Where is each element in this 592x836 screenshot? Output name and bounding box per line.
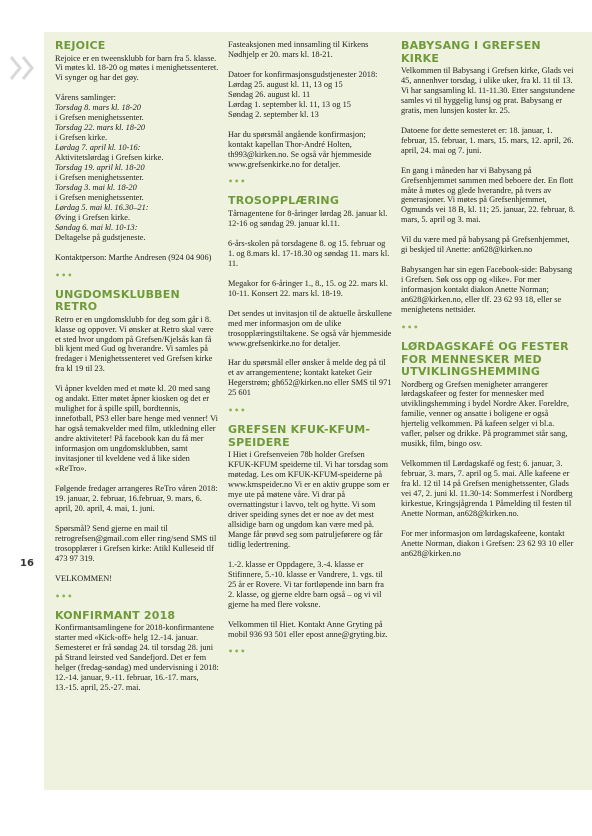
trosopplaering-title: TROSOPPLÆRING (228, 194, 340, 208)
col2-paragraph: Har du spørsmål angående konfirmasjon; kontakt kapellan Thor-André Holten, th993@kirken.no. Se også vår hjemmeside www.grefsenkirke.no for detaljer. (228, 129, 372, 169)
schedule-date: Torsdag 22. mars kl. 18-20 (55, 123, 146, 133)
babysang-paragraph: Datoene for dette semesteret er: 18. januar, 1. februar, 15. februar, 1. mars, 15. mars, 12. april, 26. april, 24. mai og 7. juni. (401, 125, 574, 155)
section-divider: ••• (228, 647, 247, 657)
schedule-date: Torsdag 19. april kl. 18-20 (55, 163, 145, 173)
babysang-paragraph: Babysangen har sin egen Facebook-side: Babysang i Grefsen. Søk oss opp og «like». For mer informasjon kontakt diakon Anette Norman; an628@kirken.no, eller tlf. 23 62 93 18, eller se menighetens nettsider. (401, 265, 573, 315)
section-divider: ••• (228, 177, 247, 187)
kfuk-title: GREFSEN KFUK-KFUM-SPEIDERE (228, 423, 371, 449)
lordag-paragraph: For mer informasjon om lørdagskafeene, kontakt Anette Norman, diakon i Grefsen: 23 62 93 10 eller an628@kirken.no (401, 528, 574, 558)
tros-paragraph: 6-års-skolen på torsdagene 8. og 15. februar og 1. og 8.mars kl. 17-18.30 og søndag 11. mars kl. 11. (228, 238, 390, 268)
tros-paragraph: Megakor for 6-åringer 1., 8., 15. og 22. mars kl. 10-11. Konsert 22. mars kl. 18-19. (228, 278, 388, 298)
retro-title: UNGDOMSKLUBBEN RETRO (55, 287, 180, 314)
section-divider: ••• (55, 270, 74, 280)
babysang-title: BABYSANG I GREFSEN KIRKE (401, 39, 541, 65)
tros-paragraph: Tårnagentene for 8-åringer lørdag 28. januar kl. 12-16 og søndag 29. januar kl.11. (228, 208, 388, 228)
lordagskafe-title: LØRDAGSKAFÉ OG FESTER FOR MENNESKER MED UTVIKLINGSHEMMING (401, 340, 569, 379)
section-divider: ••• (228, 406, 247, 416)
konfirmant-title: KONFIRMANT 2018 (55, 608, 176, 622)
rejoice-intro: Rejoice er en tweensklubb for barn fra 5. klasse. Vi møtes kl. 18-20 og møtes i menighetssenteret. Vi synger og har det gøy. (55, 53, 219, 83)
babysang-paragraph: En gang i måneden har vi Babysang på Grefsenhjemmet sammen med beboere der. En flott måte å møtes og glede hverandre, på tvers av generasjoner. Vi møtes på Grefsenhjemmet, Ogmunds vei 18 B, kl. 11; 25. januar, 22. februar, 8. mars, 5. april og 3. mai. (401, 165, 575, 225)
schedule-date: Lørdag 7. april kl. 10-16: (55, 143, 141, 153)
kfuk-paragraph: I Hiet i Grefsenveien 78b holder Grefsen KFUK-KFUM speiderne til. Vi har torsdag som møtedag. Les om KFUK-KFUM-speiderne på www.kmspeider.no Vi er en aktiv gruppe som er mye ute på møtene våre. Vi drar på overnattingstur i lavvo, telt og hytte. Vi som driver speiding synes det er noe av det mest allsidige barn og ungdom kan være med på. Mange får prøvd seg som patruljeførere og får tidlig ledertrening. (228, 450, 390, 549)
retro-paragraph: Vi åpner kvelden med et møte kl. 20 med sang og andakt. Etter møtet åpner kiosken og det er mulighet for å spille spill, bordtennis, innefotball, PS3 eller bare henge med venner! Vi har også temakvelder med film, utkledning eller andre aktiviteter! På facebook kan du få mer informasjon om ungdomsklubben, samt invitasjoner til kveldene ved å like siden «ReTro». (55, 384, 218, 473)
kfuk-paragraph: 1.-2. klasse er Oppdagere, 3.-4. klasse er Stifinnere, 5.-10. klasse er Vandrere, 1. vgs. til 25 år er Rovere. Vi tar fortløpende inn barn fra 2. klasse, og gjerne eldre barn også – og vi vil gjerne ha med flere voksne. (228, 559, 384, 609)
schedule-date: Torsdag 8. mars kl. 18-20 (55, 103, 141, 113)
schedule-date: Søndag 6. mai kl. 10-13: (55, 222, 138, 232)
schedule-title: Vårens samlinger: (55, 93, 116, 103)
retro-paragraph: Spørsmål? Send gjerne en mail til retrogrefsen@gmail.com eller ring/send SMS til trosopplærer i Grefsen kirke: Atikl Kulleseid tlf 473 97 319. (55, 523, 217, 563)
schedule-place: Deltagelse på gudstjeneste. (55, 232, 146, 242)
schedule-place: Aktivitetslørdag i Grefsen kirke. (55, 153, 164, 163)
section-divider: ••• (55, 591, 74, 601)
section-divider: ••• (401, 323, 420, 333)
schedule-place: i Grefsen menighetssenter. (55, 172, 144, 182)
page-number: 16 (20, 558, 34, 569)
lordag-paragraph: Velkommen til Lørdagskafé og fest; 6. januar, 3. februar, 3. mars, 7. april og 5. mai. Alle kafeene er fra kl. 12 til 14 på Grefsen menighetssenter, Glads vei 47, 2. juni kl. 11.30-14: Sommerfest i Nordberg kirkestue, Kringsjågrenda 1 Påmelding til festen til Anette Norman, an628@kirken.no. (401, 459, 573, 518)
rejoice-contact: Kontaktperson: Marthe Andresen (924 04 906) (55, 252, 212, 262)
retro-welcome: VELKOMMEN! (55, 573, 113, 583)
retro-paragraph: Retro er en ungdomsklubb for deg som går i 8. klasse og oppover. Vi ønsker at Retro skal være et sted hvor ungdom på Grefsen/Kjelsås kan få bli kjent med Gud og hverandre. Vi samles på fredager i Menighetssenteret ved Grefsen kirke fra kl 19 til 23. (55, 314, 214, 374)
tros-paragraph: Det sendes ut invitasjon til de aktuelle årskullene med mer informasjon om de ulike trosopplæringstiltakene. Se også vår hjemmeside www.grefsenkirke.no for detaljer. (228, 308, 392, 348)
rejoice-title: REJOICE (55, 39, 106, 52)
schedule-date: Torsdag 3. mai kl. 18-20 (55, 182, 137, 192)
column-1 (55, 40, 220, 693)
babysang-paragraph: Vil du være med på babysang på Grefsenhjemmet, gi beskjed til Anette: an628@kirken.no (401, 235, 570, 255)
konfirmant-paragraph: Konfirmantsamlingene for 2018-konfirmantene starter med «Kick-off» helg 12.-14. januar. Semesteret er frå søndag 24. til torsdag 28. juni på Strand leirsted ved Sandefjord. Det er fem helger (fredag-søndag) med undervisning i 2018: 12.-14. januar, 9.-11. februar, 16.-17. mars, 13.-15. april, 25.-27. mai. (55, 623, 219, 692)
chevron-right-icon (8, 53, 38, 83)
schedule-place: i Grefsen menighetssenter. (55, 192, 144, 202)
schedule-date: Lørdag 5. mai kl. 16.30–21: (55, 202, 149, 212)
retro-paragraph: Følgende fredager arrangeres ReTro våren 2018: 19. januar, 2. februar, 16.februar, 9. mars, 6. april, 20. april, 4. mai, 1. juni. (55, 483, 218, 513)
column-2 (228, 40, 392, 665)
schedule-place: Øving i Grefsen kirke. (55, 212, 131, 222)
kfuk-paragraph: Velkommen til Hiet. Kontakt Anne Gryting på mobil 936 93 501 eller epost anne@gryting.biz. (228, 619, 388, 639)
col2-paragraph: Fasteaksjonen med innsamling til Kirkens Nødhjelp er 20. mars kl. 18-21. (228, 40, 369, 59)
babysang-paragraph: Velkommen til Babysang i Grefsen kirke, Glads vei 45, annenhver torsdag, i ulike uker, fra kl. 11 til 13. Vi har sangsamling kl. 11-11.30. Etter sangstundene samles vi til hyggelig lunsj og prat. Babysang er gratis, men lunsjen koster kr. 25. (401, 66, 575, 115)
lordag-paragraph: Nordberg og Grefsen menigheter arrangerer lørdagskafeer og fester for mennesker med utviklingshemming i bydel Nordre Aker. Foreldre, familie, venner og ansatte i boligene er også hjertelig velkommen. På kafeen selger vi bl.a. vafler, pølser og drikke. På programmet står sang, musikk, film, bingo osv. (401, 379, 570, 449)
schedule-place: i Grefsen menighetssenter. (55, 113, 144, 123)
konfirmasjon-dates: Datoer for konfirmasjonsgudstjenester 2018: Lørdag 25. august kl. 11, 13 og 15 Søndag 26. august kl. 11 Lørdag 1. september kl. 11, 13 og 15 Søndag 2. september kl. 13 (228, 69, 378, 119)
column-3 (401, 40, 576, 559)
schedule-place: i Grefsen kirke. (55, 133, 108, 143)
tros-paragraph: Har du spørsmål eller ønsker å melde deg på til et av arrangementene; kontakt kateket Geir Hegerstrøm; gh652@kirken.no eller SMS til 971 25 601 (228, 358, 392, 398)
